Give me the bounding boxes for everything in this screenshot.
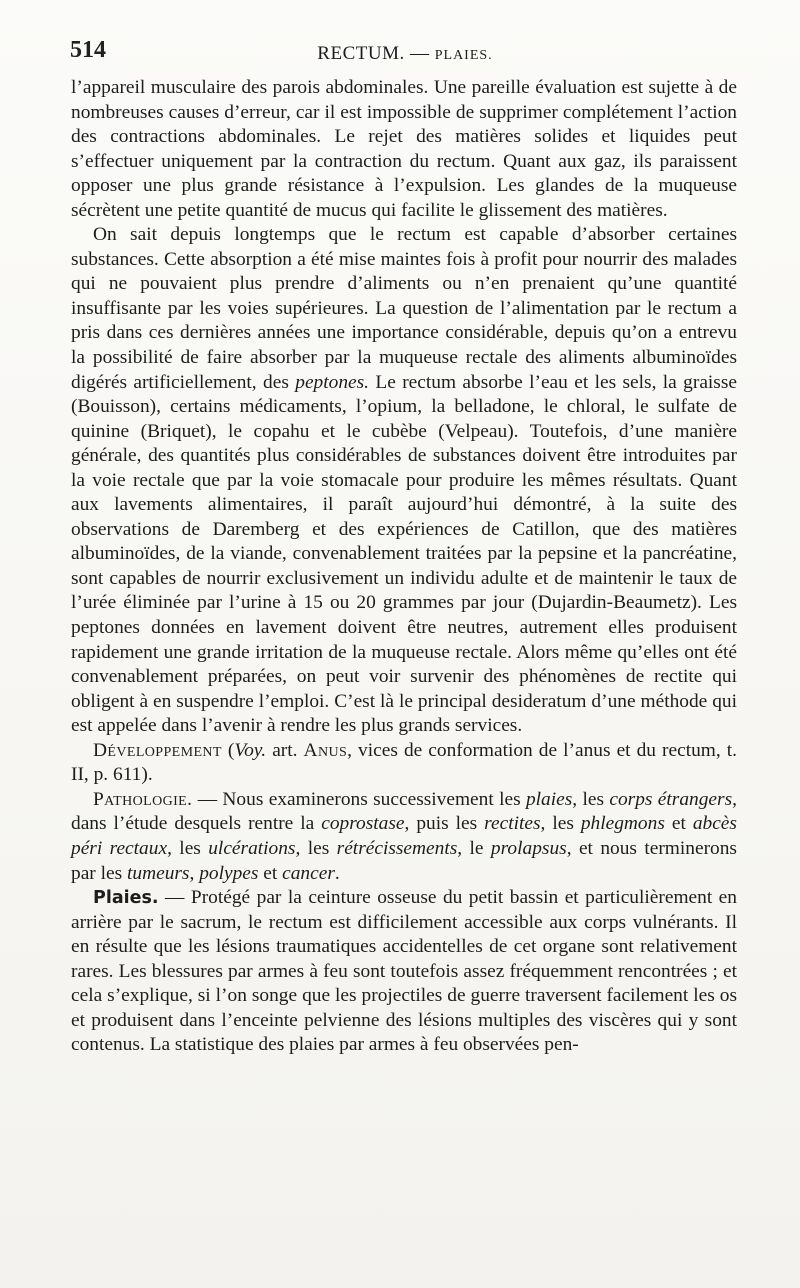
text-segment: , les (540, 813, 581, 835)
running-title-section: PLAIES. (434, 48, 493, 63)
text-art: art. (266, 739, 304, 761)
term-voy: Voy. (234, 739, 267, 761)
text-segment: et (258, 862, 283, 884)
text-segment: , les (572, 788, 610, 810)
text-segment: et (664, 813, 693, 835)
text-segment: , le (457, 837, 491, 859)
label-developpement: Développement (93, 739, 222, 761)
label-anus: Anus (303, 739, 348, 761)
paragraph-absorption (71, 223, 737, 738)
running-title (70, 42, 740, 69)
paragraph-plaies (71, 886, 737, 1058)
term-corps-etrangers: corps étrangers (609, 788, 733, 810)
term-prolapsus: prolapsus (490, 837, 567, 859)
section-heading-plaies: Plaies. (93, 888, 159, 909)
page-header (70, 38, 740, 68)
text-segment: , les (167, 837, 209, 859)
term-coprostase: coprostase (321, 813, 405, 835)
term-plaies: plaies (525, 788, 573, 810)
text-vices: , vices de conformation de l’anus et du rectum, t. II, p. 611). (71, 739, 737, 786)
term-cancer: cancer (282, 862, 335, 884)
text-segment: , les (295, 837, 337, 859)
paragraph-plaies-text: — Protégé par la ceinture osseuse du petit bassin et particulièrement en arrière par le sacrum, le rectum est difficilement accessible aux corps vulnérants. Il en résulte que les lésions traumatiques accidentelles de cet organe sont relativement rares. Les blessures par armes à feu sont toutefois assez fréquemment rencontrées ; et cela s’explique, si l’on songe que les projectiles de guerre traversent facilement les os et produisent dans l’enceinte pelvienne des lésions multiples des viscères qui y sont contenus. La statistique des plaies par armes à feu observées pen- (71, 887, 737, 1056)
page-body (71, 76, 737, 1058)
paragraph-developpement: Développement (Voy. art. Anus, vices de conformation de l’anus et du rectum, t. II, p. 611). (71, 739, 737, 786)
paragraph-muscles: l’appareil musculaire des parois abdominales. Une pareille évaluation est sujette à de nombreuses causes d’erreur, car il est impossible de supprimer complétement l’action des contractions abdominales. Le rejet des matières solides et liquides peut s’effectuer uniquement par la contraction du rectum. Quant aux gaz, ils paraissent opposer une plus grande résistance à l’expulsion. Les glandes de la muqueuse sécrètent une petite quantité de mucus qui facilite le glissement des matières. (71, 77, 737, 221)
text-segment: , dans l’étude desquels rentre la (71, 788, 737, 835)
term-tumeurs: tumeurs (127, 862, 190, 884)
term-retrecissements: rétrécissements (336, 837, 458, 859)
term-peptones: peptones. (295, 371, 370, 393)
term-phlegmons: phlegmons (580, 813, 665, 835)
term-ulcerations: ulcérations (208, 837, 296, 859)
page-number: 514 (70, 37, 106, 63)
term-polypes: polypes (199, 862, 259, 884)
text-segment: , puis les (404, 813, 485, 835)
text-segment: — Nous examinerons successivement les (192, 788, 526, 810)
text-segment: , et nous terminerons par les (71, 837, 737, 884)
label-pathologie: Pathologie. (93, 788, 193, 810)
paragraph-absorption-part-b: Le rectum absorbe l’eau et les sels, la graisse (Bouisson), certains médicaments, l’opium, la belladone, le chloral, le sulfate de quinine (Briquet), le copahu et le cubèbe (Velpeau). Toutefois, d’une manière générale, des quantités plus considérables de substances doivent être introduites par la voie rectale que par la voie stomacale pour produire les mêmes résultats. Quant aux lavements alimentaires, il paraît aujourd’hui démontré, à la suite des observations de Daremberg et des expériences de Catillon, que des matières albuminoïdes, de la viande, convenablement traitées par la pepsine et la pancréatine, sont capables de nourrir exclusivement un individu adulte et de maintenir le taux de l’urée éliminée par l’urine à 15 ou 20 grammes par jour (Dujardin-Beaumetz). Les peptones données en lavement doivent être neutres, autrement elles produisent rapidement une grande irritation de la muqueuse rectale. Alors même qu’elles ont été convenablement préparées, on peut voir survenir des phénomènes de rectite qui obligent à en suspendre l’emploi. C’est là le principal desideratum d’une méthode qui est appelée dans l’avenir à rendre les plus grands services. (71, 371, 738, 737)
term-rectites: rectites (484, 813, 541, 835)
paragraph-absorption-part-a: On sait depuis longtemps que le rectum est capable d’absorber certaines substances. Cette absorption a été mise maintes fois à profit pour nourrir des malades qui ne pouvaient plus prendre d’aliments ou n’en prenaient qu’une quantité insuffisante par les voies supérieures. La question de l’alimentation par le rectum a pris dans ces dernières années une importance considérable, depuis qu’on a entrevu la possibilité de faire absorber par la muqueuse rectale des aliments albuminoïdes digérés artificiellement, des (71, 224, 737, 393)
term-abces: abcès péri rectaux (71, 813, 737, 859)
running-title-main: RECTUM. — (317, 43, 435, 64)
text-segment: , (189, 862, 200, 884)
text-segment: . (334, 862, 340, 884)
paragraph-pathologie (71, 788, 737, 886)
